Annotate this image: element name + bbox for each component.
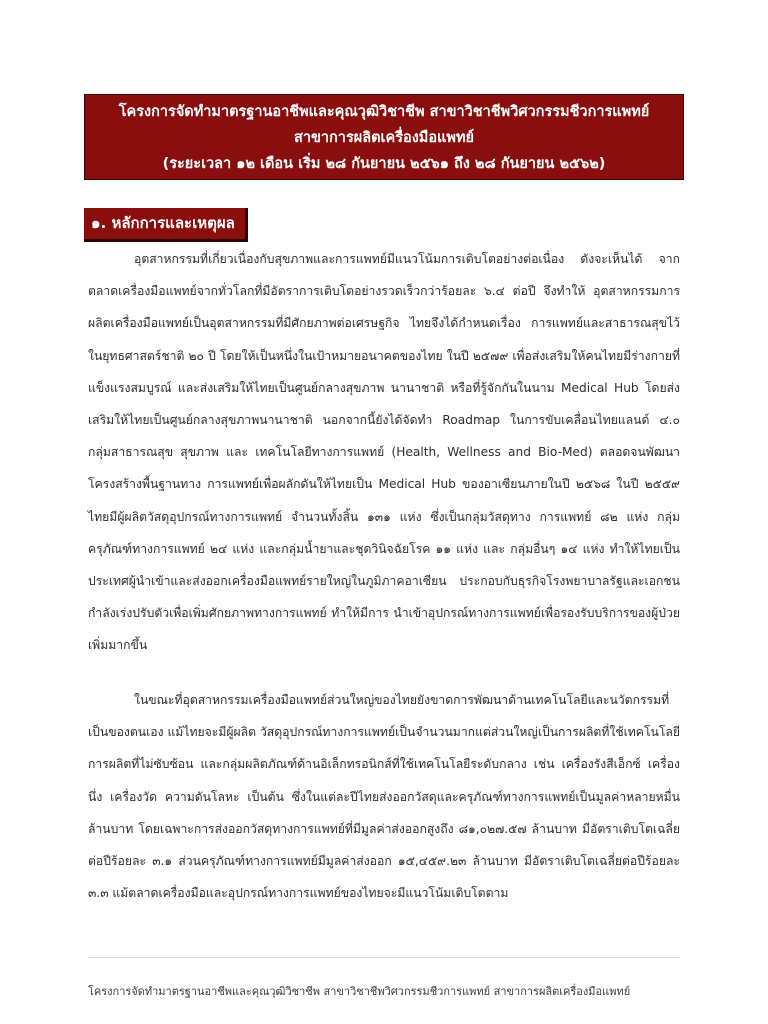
title-line-2: สาขาการผลิตเครื่องมือแพทย์ — [293, 130, 474, 146]
footer-divider — [88, 957, 680, 958]
paragraph-1: อุตสาหกรรมที่เกี่ยวเนื่องกับสุขภาพและการแพทย์มีแนวโน้มการเติบโตอย่างต่อเนื่อง ดังจะเห็นได้ จากตลาดเครื่องมือแพทย์จากทั่วโลกที่มีอัตราการเติบโตอย่างรวดเร็วกว่าร้อยละ ๖.๔ ต่อปี จึงทำให้ อุตสาหกรรมการผลิตเครื่องมือแพทย์เป็นอุตสาหกรรมที่มีศักยภาพต่อเศรษฐกิจ ไทยจึงได้กำหนดเรื่อง การแพทย์และสาธารณสุขไว้ในยุทธศาสตร์ชาติ ๒๐ ปี โดยให้เป็นหนึ่งในเป้าหมายอนาคตของไทย ในปี ๒๕๗๙ เพื่อส่งเสริมให้คนไทยมีร่างกายที่แข็งแรงสมบูรณ์ และส่งเสริมให้ไทยเป็นศูนย์กลางสุขภาพ นานาชาติ หรือที่รู้จักกันในนาม Medical Hub โดยส่งเสริมให้ไทยเป็นศูนย์กลางสุขภาพนานาชาติ นอกจากนี้ยังได้จัดทำ Roadmap ในการขับเคลื่อนไทยแลนด์ ๔.๐ กลุ่มสาธารณสุข สุขภาพ และ เทคโนโลยีทางการแพทย์ (Health, Wellness and Bio-Med) ตลอดจนพัฒนาโครงสร้างพื้นฐานทาง การแพทย์เพื่อผลักดันให้ไทยเป็น Medical Hub ของอาเซียนภายในปี ๒๕๖๘ ในปี ๒๕๕๙ ไทยมีผู้ผลิตวัสดุอุปกรณ์ทางการแพทย์ จำนวนทั้งสิ้น ๑๓๑ แห่ง ซึ่งเป็นกลุ่มวัสดุทาง การแพทย์ ๘๒ แห่ง กลุ่มครุภัณฑ์ทางการแพทย์ ๒๔ แห่ง และกลุ่มน้ำยาและชุดวินิจฉัยโรค ๑๑ แห่ง และ กลุ่มอื่นๆ ๑๔ แห่ง ทำให้ไทยเป็นประเทศผู้นำเข้าและส่งออกเครื่องมือแพทย์รายใหญ่ในภูมิภาคอาเซียน ประกอบกับธุรกิจโรงพยาบาลรัฐและเอกชนกำลังเร่งปรับตัวเพื่อเพิ่มศักยภาพทางการแพทย์ ทำให้มีการ นำเข้าอุปกรณ์ทางการแพทย์เพื่อรองรับบริการของผู้ป่วยเพิ่มมากขึ้น — [88, 252, 680, 653]
paragraph-2: ในขณะที่อุตสาหกรรมเครื่องมือแพทย์ส่วนใหญ่ของไทยยังขาดการพัฒนาด้านเทคโนโลยีและนวัตกรรมที่เป็นของตนเอง แม้ไทยจะมีผู้ผลิต วัสดุอุปกรณ์ทางการแพทย์เป็นจำนวนมากแต่ส่วนใหญ่เป็นการผลิตที่ใช้เทคโนโลยีการผลิตที่ไม่ซับซ้อน และกลุ่มผลิตภัณฑ์ด้านอิเล็กทรอนิกส์ที่ใช้เทคโนโลยีระดับกลาง เช่น เครื่องรังสีเอ็กซ์ เครื่องนึ่ง เครื่องวัด ความดันโลหะ เป็นต้น ซึ่งในแต่ละปีไทยส่งออกวัสดุและครุภัณฑ์ทางการแพทย์เป็นมูลค่าหลายหมื่นล้านบาท โดยเฉพาะการส่งออกวัสดุทางการแพทย์ที่มีมูลค่าส่งออกสูงถึง ๘๑,๐๒๗.๕๗ ล้านบาท มีอัตราเติบโตเฉลี่ยต่อปีร้อยละ ๓.๑ ส่วนครุภัณฑ์ทางการแพทย์มีมูลค่าส่งออก ๑๕,๔๕๙.๒๓ ล้านบาท มีอัตราเติบโตเฉลี่ยต่อปีร้อยละ ๓.๓ แม้ตลาดเครื่องมือและอุปกรณ์ทางการแพทย์ของไทยจะมีแนวโน้มเติบโตตาม — [88, 693, 680, 901]
page-footer: โครงการจัดทำมาตรฐานอาชีพและคุณวุฒิวิชาชีพ สาขาวิชาชีพวิศวกรรมชีวการแพทย์ สาขาการผลิตเครื่องมือแพทย์ — [88, 985, 631, 998]
title-line-1: โครงการจัดทำมาตรฐานอาชีพและคุณวุฒิวิชาชีพ สาขาวิชาชีพวิศวกรรมชีวการแพทย์ — [118, 104, 650, 120]
document-title-banner — [84, 94, 684, 180]
title-line-3: (ระยะเวลา ๑๒ เดือน เริ่ม ๒๘ กันยายน ๒๕๖๑ ถึง ๒๘ กันยายน ๒๕๖๒) — [162, 156, 606, 172]
section-heading: ๑. หลักการและเหตุผล — [84, 208, 248, 242]
